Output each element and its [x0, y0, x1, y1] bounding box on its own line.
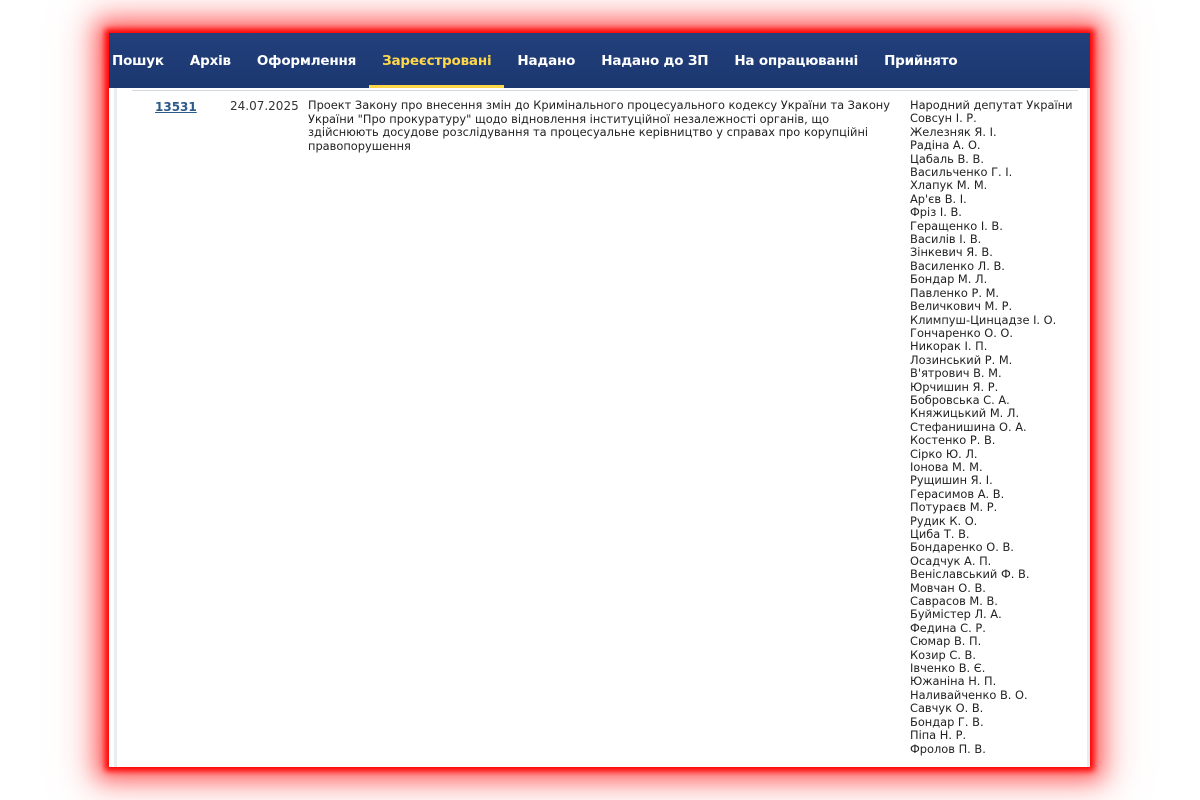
author-name: Саврасов М. В. — [910, 594, 998, 609]
nav-tab-archive[interactable]: Архів — [189, 52, 231, 69]
author-name: Циба Т. В. — [910, 527, 970, 541]
author-name: Бондаренко О. В. — [910, 540, 1014, 555]
author-name: Никорак І. П. — [910, 339, 988, 354]
author-name: Юрчишин Я. Р. — [910, 379, 999, 394]
author-name: Фролов П. В. — [910, 741, 986, 756]
bill-registration-date: 24.07.2025 — [230, 99, 299, 113]
author-name: Бондар Г. В. — [910, 714, 984, 729]
browser-frame — [109, 33, 1090, 767]
author-name: Костенко Р. В. — [910, 433, 996, 448]
author-name: Козир С. В. — [910, 647, 976, 662]
author-name: Васильченко Г. І. — [910, 165, 1013, 180]
author-name: Осадчук А. П. — [910, 553, 992, 568]
author-name: Геращенко І. В. — [910, 218, 1003, 233]
author-name: Герасимов А. В. — [910, 486, 1005, 501]
nav-tab-submitted[interactable]: Надано — [517, 52, 576, 69]
bill-number-link[interactable]: 13531 — [155, 100, 197, 114]
nav-tab-in-processing[interactable]: На опрацюванні — [734, 52, 859, 69]
author-name: Піпа Н. Р. — [910, 728, 967, 743]
author-role-label: Народний депутат України — [910, 98, 1073, 112]
author-name: Совсун І. Р. — [910, 111, 977, 126]
nav-tab-search[interactable]: Пошук — [112, 52, 164, 69]
author-name: Хлапук М. М. — [910, 178, 988, 193]
bill-title: Проект Закону про внесення змін до Кримінального процесуального кодексу України та Закону України "Про прокуратуру" щодо відновлення інституційної незалежності органів, що здійснюють досудове розслідування та процесуальне керівництво у справах про корупційні правопорушення — [308, 98, 890, 153]
author-name: Іонова М. М. — [910, 459, 983, 474]
author-name: Княжицький М. Л. — [910, 406, 1020, 421]
author-name: Стефанишина О. А. — [910, 419, 1027, 434]
nav-tab-drafting[interactable]: Оформлення — [256, 52, 357, 69]
author-name: Бондар М. Л. — [910, 272, 988, 287]
bill-authors-list — [910, 99, 1080, 756]
author-name: Наливайченко В. О. — [910, 687, 1028, 702]
author-name: Сюмар В. П. — [910, 634, 982, 649]
author-name: Івченко В. Є. — [910, 661, 986, 676]
nav-tab-registered[interactable]: Зареєстровані — [369, 33, 504, 88]
nav-tab-adopted[interactable]: Прийнято — [884, 52, 958, 69]
author-name: Веніславський Ф. В. — [910, 567, 1030, 582]
author-name: Гончаренко О. О. — [910, 325, 1014, 340]
author-name: Южаніна Н. П. — [910, 674, 997, 689]
author-name: Буймістер Л. А. — [910, 607, 1002, 622]
author-name: Рущишин Я. І. — [910, 473, 993, 488]
author-name: Василенко Л. В. — [910, 258, 1005, 273]
author-name: Василів І. В. — [910, 232, 982, 247]
bills-list — [114, 88, 1090, 767]
table-divider — [132, 90, 1078, 91]
nav-tab-submitted-to-plenary[interactable]: Надано до ЗП — [601, 52, 709, 69]
author-name: Савчук О. В. — [910, 701, 984, 716]
author-name: Потураєв М. Р. — [910, 500, 998, 515]
author-name: Федина С. Р. — [910, 620, 986, 635]
author-name: Радіна А. О. — [910, 138, 981, 153]
author-name: В'ятрович В. М. — [910, 366, 1002, 381]
author-name: Лозинський Р. М. — [910, 352, 1013, 367]
author-name: Величкович М. Р. — [910, 299, 1013, 314]
author-name: Железняк Я. І. — [910, 124, 997, 139]
author-name: Мовчан О. В. — [910, 580, 986, 595]
author-name: Павленко Р. М. — [910, 285, 1000, 300]
author-name: Бобровська С. А. — [910, 392, 1010, 407]
author-name: Климпуш-Цинцадзе І. О. — [910, 312, 1057, 327]
author-name: Цабаль В. В. — [910, 151, 984, 166]
main-navigation — [109, 33, 1090, 88]
author-name: Сірко Ю. Л. — [910, 446, 978, 461]
author-name: Ар'єв В. І. — [910, 191, 967, 206]
author-name: Фріз І. В. — [910, 205, 962, 220]
author-name: Рудик К. О. — [910, 513, 978, 528]
author-name: Зінкевич Я. В. — [910, 245, 993, 260]
